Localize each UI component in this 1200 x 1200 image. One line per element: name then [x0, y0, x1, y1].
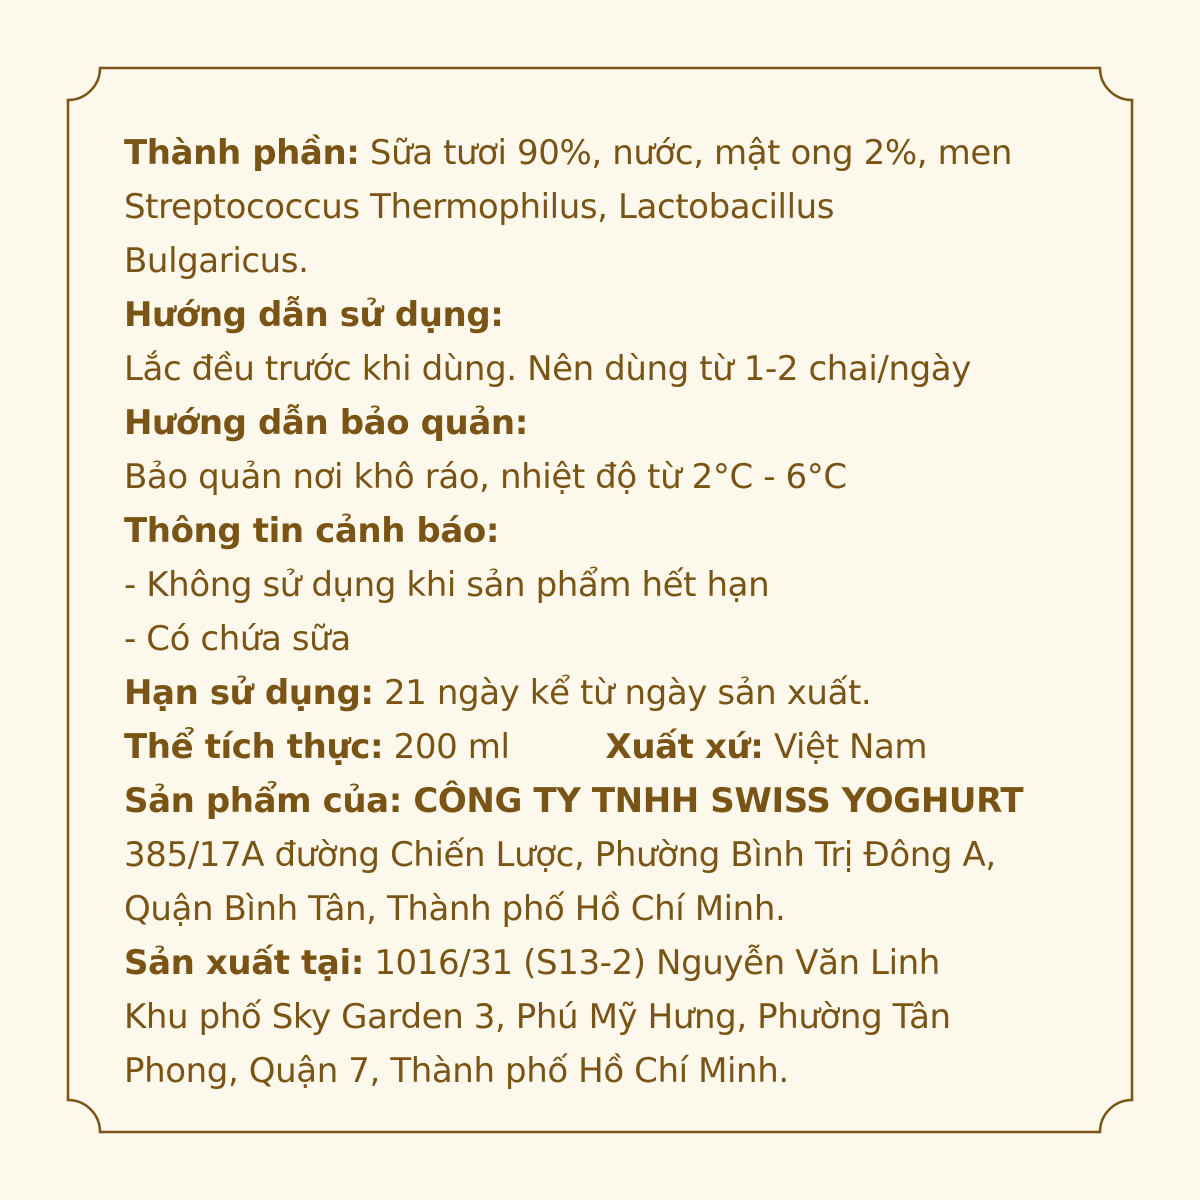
ingredients-label: Thành phần:: [124, 133, 360, 173]
expiry-text: 21 ngày kể từ ngày sản xuất.: [384, 673, 872, 713]
company-name: CÔNG TY TNHH SWISS YOGHURT: [413, 781, 1024, 821]
storage-text: Bảo quản nơi khô ráo, nhiệt độ từ 2°C - 6°C: [124, 457, 847, 497]
expiry-label: Hạn sử dụng:: [124, 673, 374, 713]
manufacturer-text-2: Khu phố Sky Garden 3, Phú Mỹ Hưng, Phường Tân: [124, 997, 951, 1037]
origin-value: Việt Nam: [773, 727, 928, 767]
volume-label: Thể tích thực:: [124, 727, 384, 767]
ingredients-text-1: Sữa tươi 90%, nước, mật ong 2%, men: [369, 133, 1012, 173]
manufacturer-text-1: 1016/31 (S13-2) Nguyễn Văn Linh: [374, 943, 940, 983]
product-label-content: [124, 126, 1094, 1098]
ingredients-line-1: [124, 126, 1094, 180]
company-label: Sản phẩm của:: [124, 781, 402, 821]
origin-label: Xuất xứ:: [605, 727, 764, 767]
manufacturer-label: Sản xuất tại:: [124, 943, 364, 983]
company-address-1: 385/17A đường Chiến Lược, Phường Bình Trị Đông A,: [124, 835, 996, 875]
company-address-2: Quận Bình Tân, Thành phố Hồ Chí Minh.: [124, 889, 786, 929]
warning-item-2: - Có chứa sữa: [124, 619, 351, 659]
storage-label: Hướng dẫn bảo quản:: [124, 403, 528, 443]
expiry-line: [124, 666, 1094, 720]
usage-text: Lắc đều trước khi dùng. Nên dùng từ 1-2 chai/ngày: [124, 349, 971, 389]
company-line: [124, 774, 1094, 828]
manufacturer-text-3: Phong, Quận 7, Thành phố Hồ Chí Minh.: [124, 1051, 789, 1091]
ingredients-text-2: Streptococcus Thermophilus, Lactobacillus: [124, 187, 835, 227]
ingredients-text-3: Bulgaricus.: [124, 241, 309, 281]
manufacturer-line-1: [124, 936, 1094, 990]
usage-label: Hướng dẫn sử dụng:: [124, 295, 504, 335]
volume-origin-line: [124, 720, 1094, 774]
warning-label: Thông tin cảnh báo:: [124, 511, 500, 551]
warning-item-1: - Không sử dụng khi sản phẩm hết hạn: [124, 565, 770, 605]
volume-value: 200 ml: [393, 727, 510, 767]
